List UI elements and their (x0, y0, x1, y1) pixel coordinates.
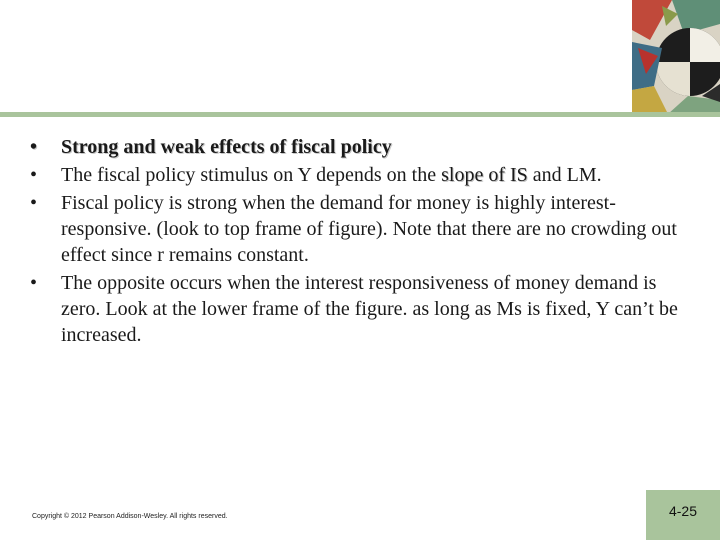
bullet-item-slope (30, 162, 690, 188)
bullet-glyph: • (30, 136, 38, 158)
bullet-text: Fiscal policy is strong when the demand for money is highly interest-responsive. (look to top frame of figure). Note that there are no crowding out effect since r remains constant. (61, 192, 677, 266)
bullet-glyph: • (30, 192, 38, 214)
bullet-item-opposite (30, 270, 690, 348)
bullet-text: The opposite occurs when the interest responsiveness of money demand is zero. Look at the lower frame of the figure. as long as Ms is fixed, Y can’t be increased. (61, 272, 678, 346)
bullet-glyph: • (30, 164, 38, 186)
header-divider-bar (0, 112, 720, 117)
page-number-badge: 4-25 (646, 490, 720, 540)
bullet-text: Strong and weak effects of fiscal policy (61, 136, 392, 158)
bullet-list (30, 134, 690, 350)
bullet-text-highlight: slope of IS (441, 164, 528, 186)
bullet-glyph: • (30, 272, 38, 294)
decorative-abstract-art-image (632, 0, 720, 114)
bullet-text-after: and LM. (527, 164, 602, 186)
bullet-item-heading (30, 134, 690, 160)
bullet-item-strong-policy (30, 190, 690, 268)
abstract-art-graphic (632, 0, 720, 114)
copyright-footer: Copyright © 2012 Pearson Addison-Wesley. All rights reserved. (32, 513, 228, 520)
bullet-text-before: The fiscal policy stimulus on Y depends on the (61, 164, 442, 186)
